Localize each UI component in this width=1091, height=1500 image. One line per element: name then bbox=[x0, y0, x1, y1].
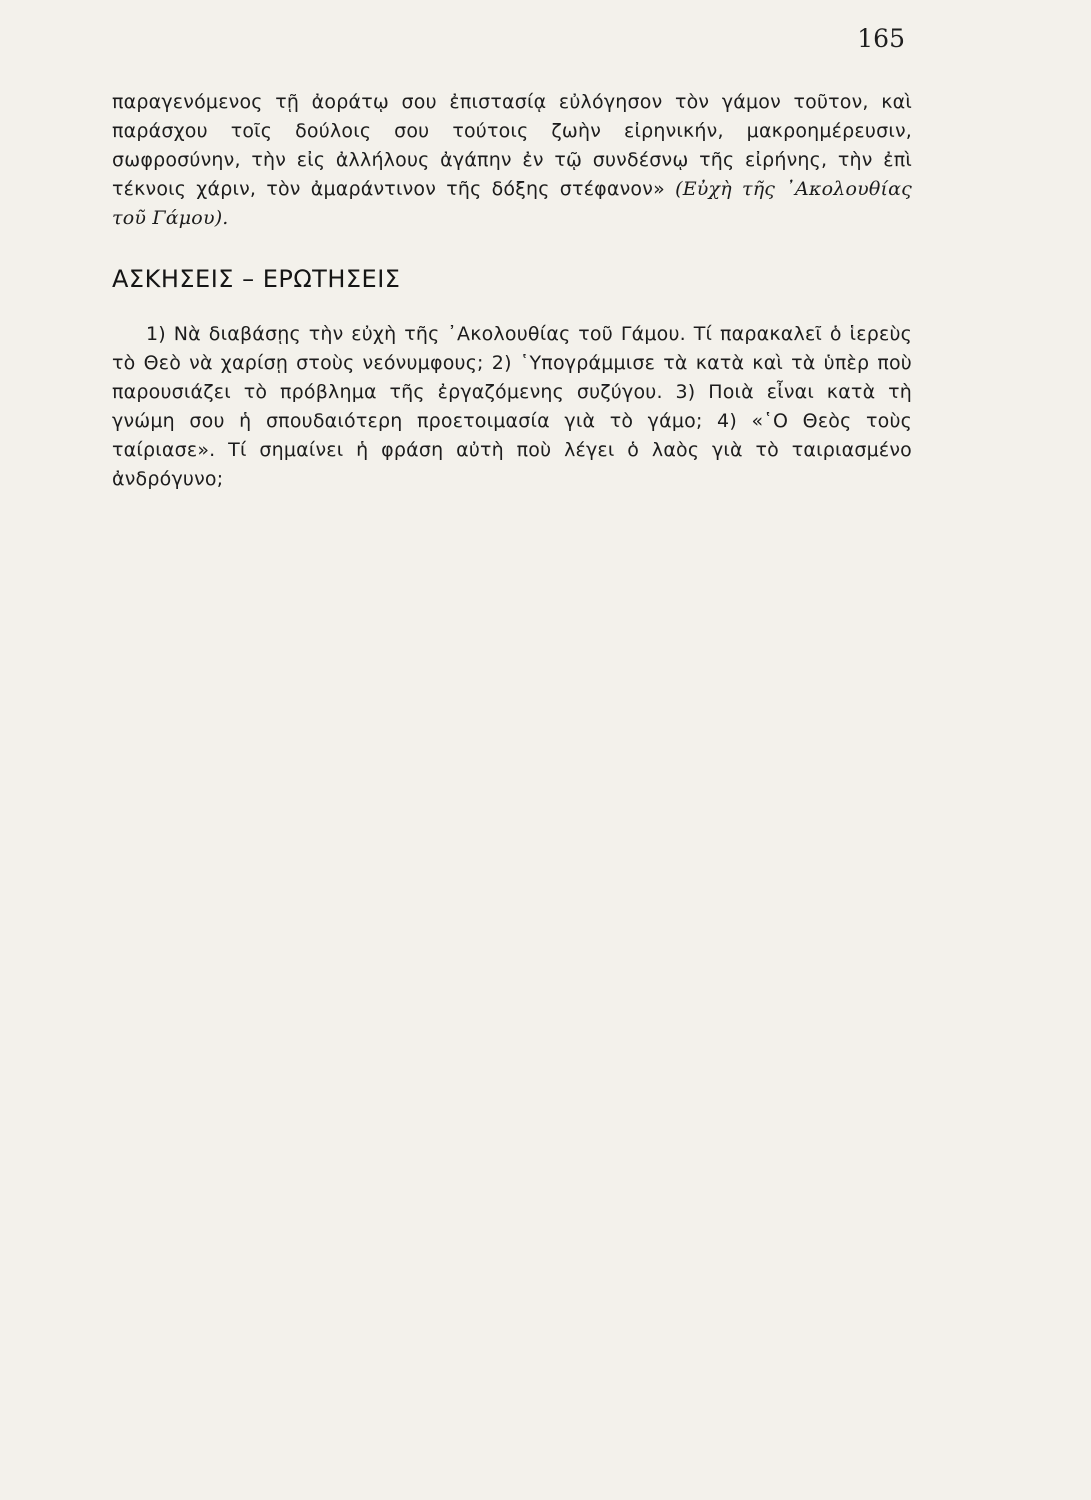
section-heading: ΑΣΚΗΣΕΙΣ – ΕΡΩΤΗΣΕΙΣ bbox=[112, 265, 401, 293]
quote-reference: (Εὐχὴ τῆς ᾿Ακολουθίας τοῦ Γάμου). bbox=[112, 178, 913, 229]
questions-paragraph: 1) Νὰ διαβάσῃς τὴν εὐχὴ τῆς ᾿Ακολουθίας τοῦ Γάμου. Τί παρακαλεῖ ὁ ἱερεὺς τὸ Θεὸ νὰ χαρίσῃ στοὺς νεόνυμφους; 2) ῾Υπογράμμισε τὰ κατὰ καὶ τὰ ὑπὲρ ποὺ παρουσιάζει τὸ πρόβλημα τῆς ἐργαζόμενης συζύγου. 3) Ποιὰ εἶναι κατὰ τὴ γνώμη σου ἡ σπουδαιότερη προετοιμασία γιὰ τὸ γάμο; 4) «῾Ο Θεὸς τοὺς ταίριασε». Τί σημαίνει ἡ φράση αὐτὴ ποὺ λέγει ὁ λαὸς γιὰ τὸ ταιριασμένο ἀνδρόγυνο; bbox=[112, 323, 912, 490]
quote-paragraph bbox=[112, 88, 912, 233]
page-number: 165 bbox=[857, 24, 905, 53]
quote-text: παραγενόμενος τῇ ἀοράτῳ σου ἐπιστασίᾳ εὐλόγησον τὸν γάμον τοῦτον, καὶ παράσχου τοῖς δούλοις σου τούτοις ζωὴν εἰρηνικήν, μακροημέρευσιν, σωφροσύνην, τὴν εἰς ἀλλήλους ἀγάπην ἐν τῷ συνδέσνῳ τῆς εἰρήνης, τὴν ἐπὶ τέκνοις χάριν, τὸν ἀμαράντινον τῆς δόξης στέφανον» bbox=[112, 91, 912, 200]
